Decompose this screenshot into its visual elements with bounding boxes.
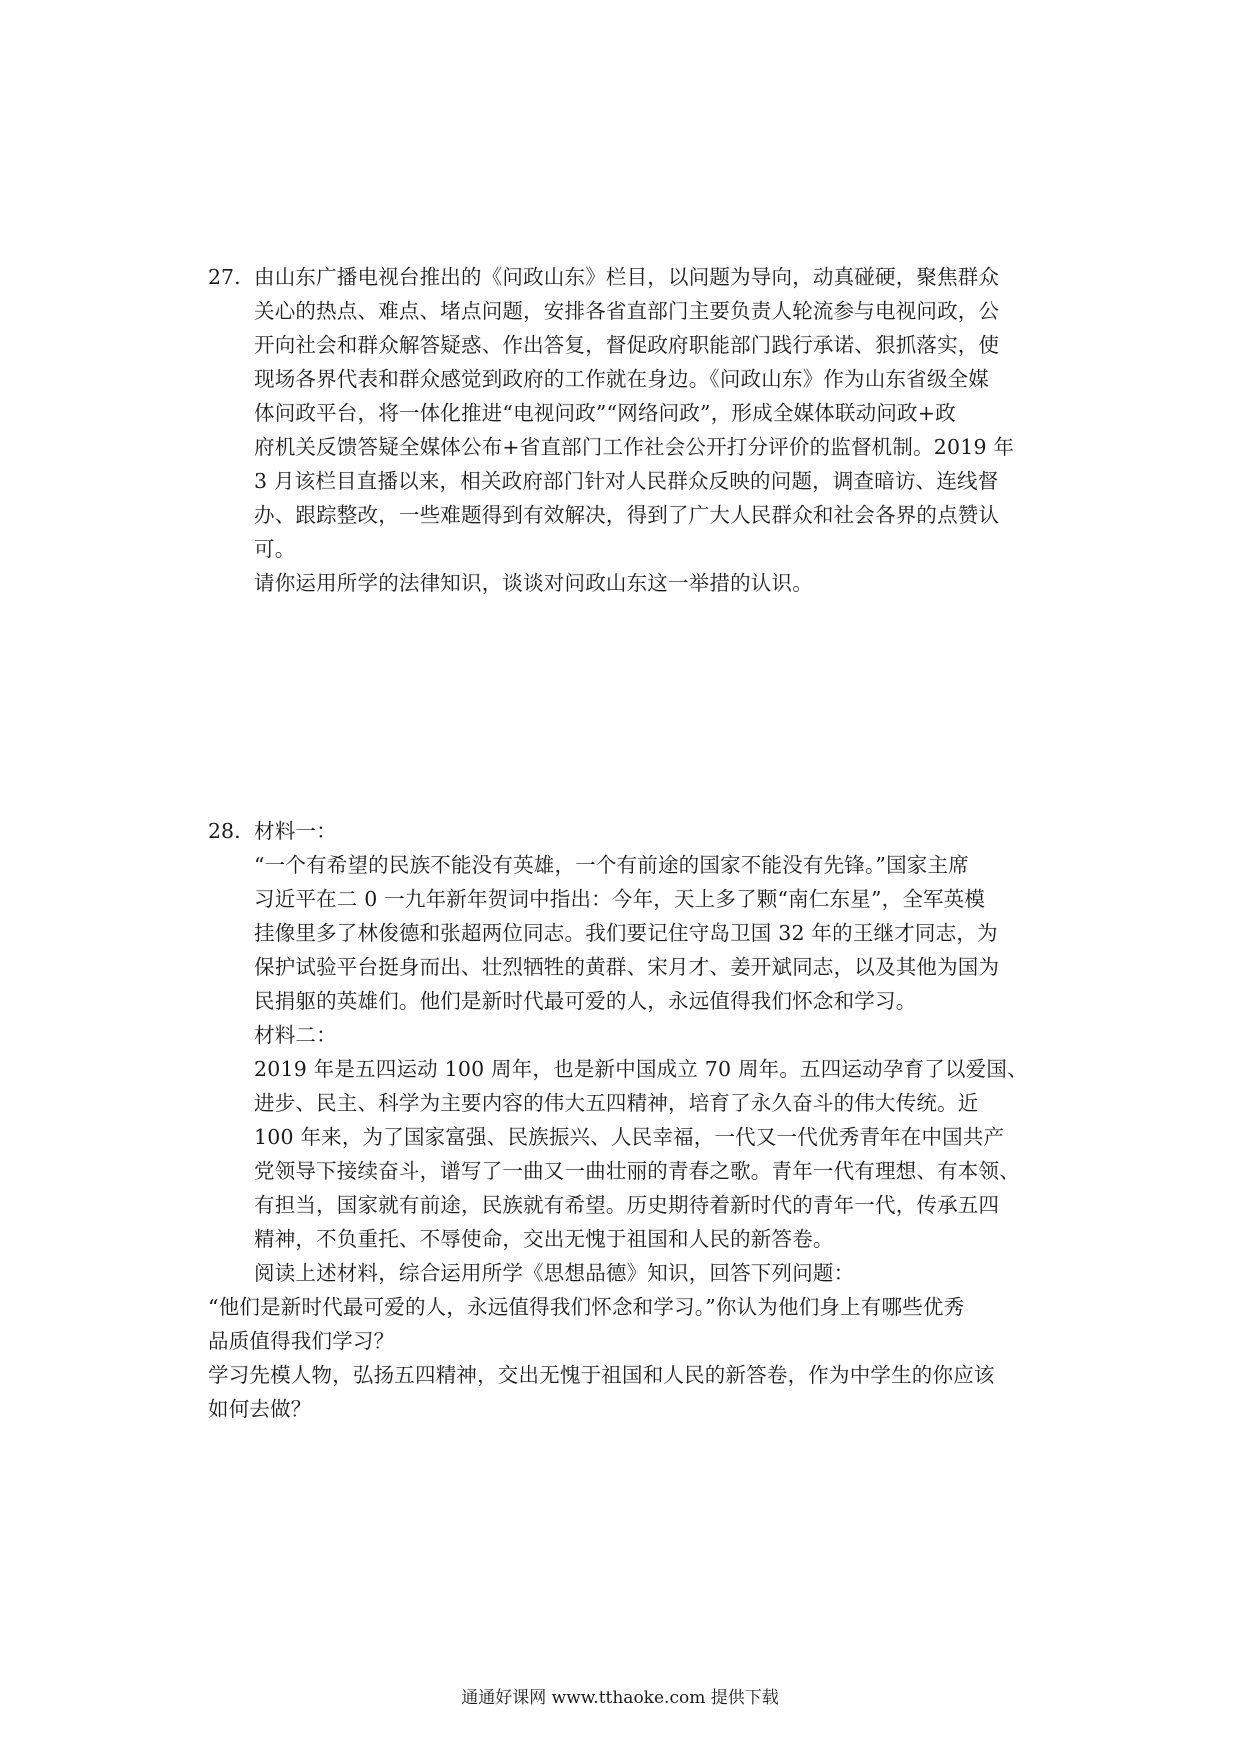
question-27-line: 开向社会和群众解答疑惑、作出答复，督促政府职能部门践行承诺、狠抓落实，使	[254, 333, 1000, 357]
question-28-sub-2-line: 如何去做？	[208, 1397, 312, 1421]
question-28-sub-2-line: 学习先模人物，弘扬五四精神，交出无愧于祖国和人民的新答卷，作为中学生的你应该	[208, 1363, 995, 1387]
question-27-number: 27.	[208, 265, 241, 289]
question-27-line: 体问政平台，将一体化推进“电视问政”“网络问政”，形成全媒体联动问政+政	[254, 401, 956, 425]
material-1-line: 习近平在二 0 一九年新年贺词中指出：今年，天上多了颗“南仁东星”，全军英模	[254, 887, 986, 911]
question-27-prompt: 请你运用所学的法律知识，谈谈对问政山东这一举措的认识。	[254, 571, 813, 595]
material-1-line: 挂像里多了林俊德和张超两位同志。我们要记住守岛卫国 32 年的王继才同志，为	[254, 921, 998, 945]
material-1-line: 保护试验平台挺身而出、壮烈牺牲的黄群、宋月才、姜开斌同志，以及其他为国为	[254, 955, 1000, 979]
material-1-label: 材料一：	[254, 819, 337, 843]
material-2-label: 材料二：	[254, 1023, 337, 1047]
question-28-sub-1-line: 品质值得我们学习？	[208, 1329, 395, 1353]
material-2-line: 精神，不负重托、不辱使命，交出无愧于祖国和人民的新答卷。	[254, 1227, 834, 1251]
question-27-line: 办、跟踪整改，一些难题得到有效解决，得到了广大人民群众和社会各界的点赞认	[254, 503, 1000, 527]
question-27-line: 关心的热点、难点、堵点问题，安排各省直部门主要负责人轮流参与电视问政，公	[254, 299, 1000, 323]
material-2-line: 党领导下接续奋斗，谱写了一曲又一曲壮丽的青春之歌。青年一代有理想、有本领、	[254, 1159, 1020, 1183]
question-27-line: 现场各界代表和群众感觉到政府的工作就在身边。《问政山东》作为山东省级全媒	[254, 367, 989, 391]
instruction-text: 阅读上述材料，综合运用所学《思想品德》知识，回答下列问题：	[254, 1261, 855, 1285]
material-1-line: “一个有希望的民族不能没有英雄，一个有前途的国家不能没有先锋。”国家主席	[254, 853, 969, 877]
question-28-number: 28.	[208, 819, 241, 843]
material-2-line: 2019 年是五四运动 100 周年，也是新中国成立 70 周年。五四运动孕育了以爱国、	[254, 1057, 1028, 1081]
material-1-line: 民捐躯的英雄们。他们是新时代最可爱的人，永远值得我们怀念和学习。	[254, 989, 917, 1013]
question-27-line: 府机关反馈答疑全媒体公布+省直部门工作社会公开打分评价的监督机制。2019 年	[254, 435, 1015, 459]
material-2-line: 100 年来，为了国家富强、民族振兴、人民幸福，一代又一代优秀青年在中国共产	[254, 1125, 1005, 1149]
material-2-line: 进步、民主、科学为主要内容的伟大五四精神，培育了永久奋斗的伟大传统。近	[254, 1091, 979, 1115]
question-27-line: 由山东广播电视台推出的《问政山东》栏目，以问题为导向，动真碰硬，聚焦群众	[254, 265, 1000, 289]
page-footer: 通通好课网 www.tthaoke.com 提供下载	[461, 1688, 779, 1708]
material-2-line: 有担当，国家就有前途，民族就有希望。历史期待着新时代的青年一代，传承五四	[254, 1193, 1000, 1217]
question-27-line: 3 月该栏目直播以来，相关政府部门针对人民群众反映的问题，调查暗访、连线督	[254, 469, 999, 493]
question-28-sub-1-line: “他们是新时代最可爱的人，永远值得我们怀念和学习。”你认为他们身上有哪些优秀	[208, 1295, 965, 1319]
question-27-line: 可。	[254, 537, 296, 561]
